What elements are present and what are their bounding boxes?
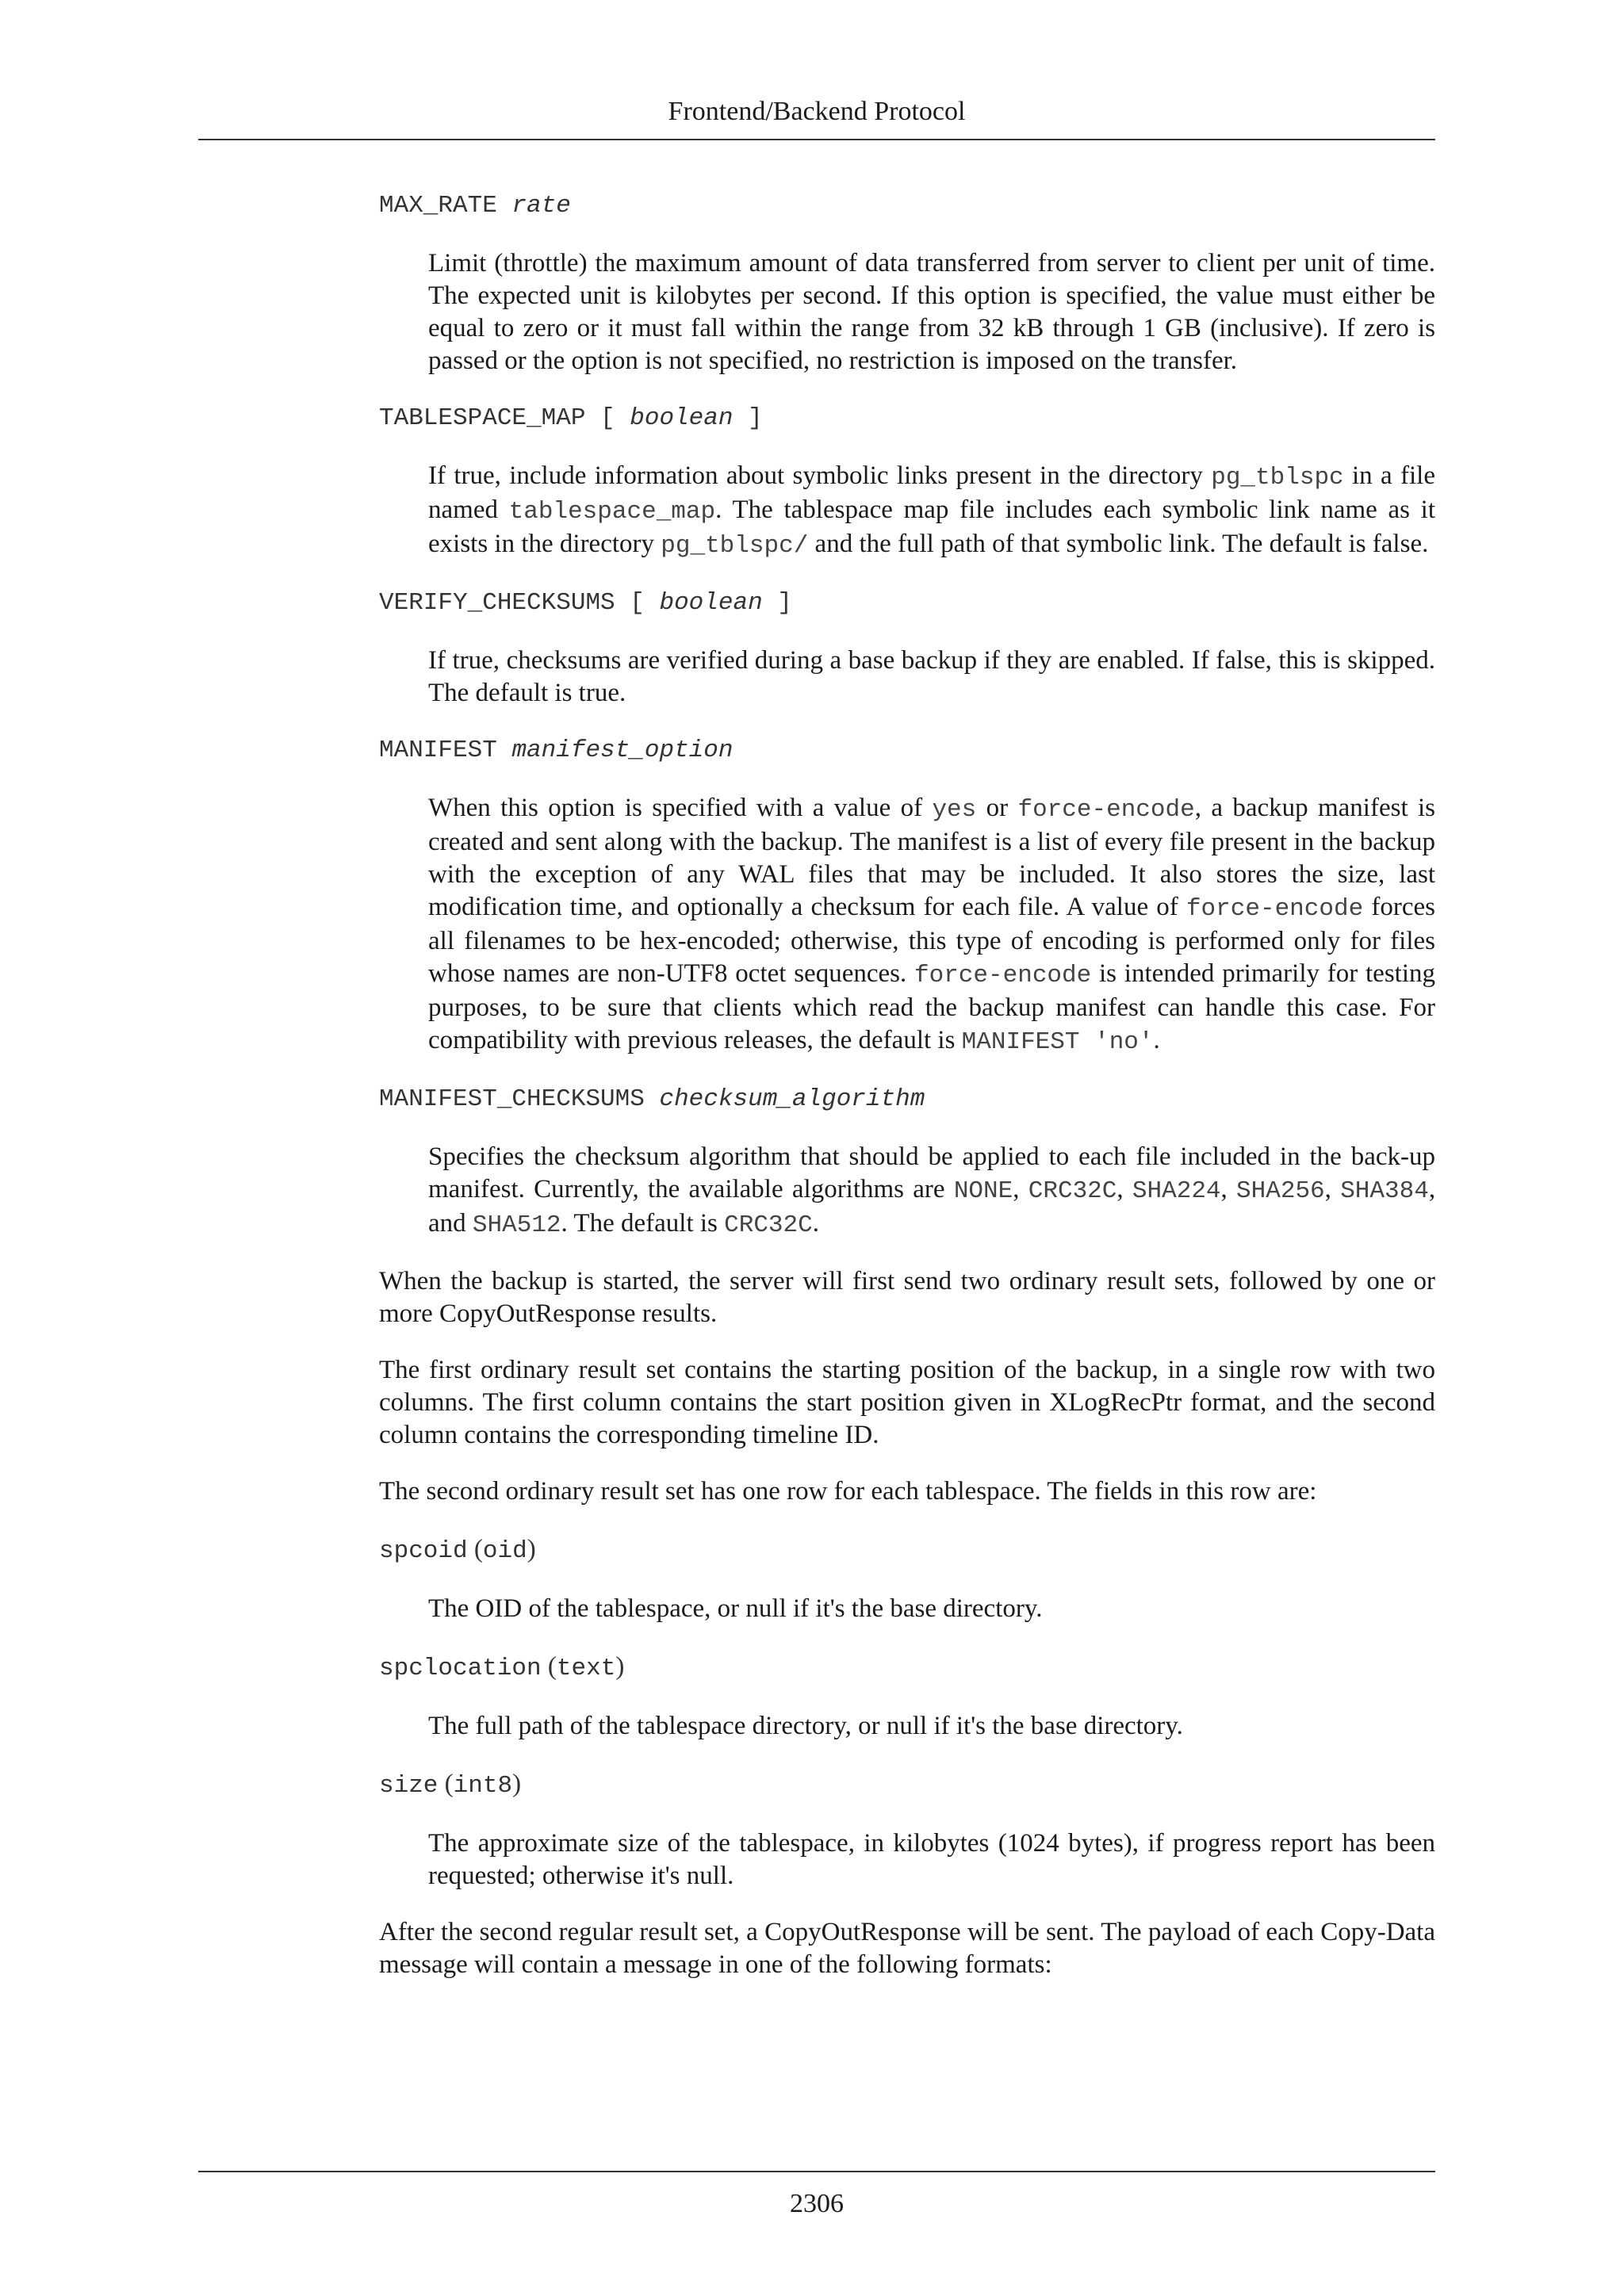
text-run: . The default is <box>561 1209 725 1238</box>
option-arg: boolean <box>630 404 733 432</box>
text-run: , <box>1220 1175 1237 1203</box>
text-run: in a file named <box>428 461 1435 524</box>
option-verify-checksums-term <box>379 586 1435 621</box>
inline-code: force-encode <box>1017 796 1195 824</box>
text-run: . <box>1153 1026 1160 1054</box>
field-spclocation-term <box>379 1649 1435 1686</box>
page-number: 2306 <box>790 2189 844 2218</box>
text-run: forces all filenames to be hex-encoded; otherwise, this type of encoding is performed only for files whose names are non-UTF8 octet sequences. <box>428 893 1435 988</box>
field-name: spcoid <box>379 1537 468 1565</box>
option-manifest-checksums-desc <box>428 1141 1435 1242</box>
option-tablespace-map-term <box>379 401 1435 436</box>
document-body <box>379 189 1435 2005</box>
field-type: oid <box>482 1537 527 1565</box>
inline-code: force-encode <box>914 962 1092 989</box>
text-run: , <box>1013 1175 1028 1203</box>
option-max-rate-term <box>379 189 1435 224</box>
page-header: Frontend/Backend Protocol <box>668 97 966 126</box>
field-name: spclocation <box>379 1655 542 1682</box>
option-manifest-term <box>379 733 1435 768</box>
option-max-rate-desc: Limit (throttle) the maximum amount of data transferred from server to client per unit of time. The expected unit is kilobytes per second. If this option is specified, the value must either be equal to zero or it must fall within the range from 32 kB through 1 GB (inclusive). If zero is passed or the option is not specified, no restriction is imposed on the transfer. <box>428 249 1435 375</box>
option-name: MANIFEST <box>379 737 497 764</box>
text-run: . The tablespace map file includes each symbolic link name as it exists in the directory <box>428 496 1435 558</box>
paren: ) <box>615 1652 625 1681</box>
paragraph: The first ordinary result set contains the starting position of the backup, in a single row with two columns. The first column contains the start position given in XLogRecPtr format, and the second column contains the corresponding timeline ID. <box>379 1356 1435 1449</box>
option-manifest-checksums-term <box>379 1082 1435 1117</box>
inline-code: force-encode <box>1185 895 1364 923</box>
option-bracket: ] <box>762 589 792 617</box>
paren: ( <box>467 1535 483 1563</box>
inline-code: NONE <box>953 1177 1013 1205</box>
option-manifest-desc <box>428 792 1435 1058</box>
paren: ( <box>541 1652 557 1681</box>
option-name: MAX_RATE <box>379 192 497 220</box>
inline-code: SHA512 <box>472 1211 561 1239</box>
text-run: or <box>976 794 1018 822</box>
field-size-desc: The approximate size of the tablespace, in kilobytes (1024 bytes), if progress report has been requested; otherwise it's null. <box>428 1829 1435 1890</box>
field-type: text <box>556 1655 616 1682</box>
option-name: VERIFY_CHECKSUMS [ <box>379 589 660 617</box>
option-arg: manifest_option <box>511 737 733 764</box>
inline-code: pg_tblspc/ <box>661 532 809 560</box>
option-bracket: ] <box>733 404 763 432</box>
text-run: , <box>1324 1175 1341 1203</box>
text-run: , <box>1116 1175 1132 1203</box>
text-run: . <box>812 1209 819 1238</box>
inline-code: SHA256 <box>1236 1177 1325 1205</box>
inline-code: CRC32C <box>1028 1177 1117 1205</box>
text-run: , a backup manifest is created and sent along with the backup. The manifest is a list of every file present in the backup with the exception of any WAL files that may be included. It also stores the size, last modification time, and optionally a checksum for each file. A value of <box>428 794 1435 921</box>
inline-code: MANIFEST 'no' <box>961 1028 1154 1056</box>
footer-rule <box>198 2171 1435 2172</box>
paren: ) <box>512 1770 522 1798</box>
text-run: If true, include information about symbolic links present in the directory <box>428 461 1212 490</box>
inline-code: tablespace_map <box>508 498 716 526</box>
inline-code: CRC32C <box>724 1211 813 1239</box>
field-spclocation-desc: The full path of the tablespace directory, or null if it's the base directory. <box>428 1712 1183 1740</box>
option-name: TABLESPACE_MAP [ <box>379 404 630 432</box>
inline-code: yes <box>932 796 977 824</box>
text-run: Specifies the checksum algorithm that should be applied to each file included in the back-up manifest. Currently, the available algorithms are <box>428 1142 1435 1203</box>
text-run: , and <box>428 1175 1436 1238</box>
inline-code: SHA384 <box>1340 1177 1429 1205</box>
field-size-term <box>379 1766 1435 1804</box>
text-run: When this option is specified with a value of <box>428 794 933 822</box>
field-type: int8 <box>453 1772 513 1800</box>
header-rule <box>198 139 1435 140</box>
field-spcoid-desc: The OID of the tablespace, or null if it's the base directory. <box>428 1594 1043 1623</box>
option-arg: rate <box>511 192 571 220</box>
inline-code: pg_tblspc <box>1211 464 1344 492</box>
option-arg: checksum_algorithm <box>659 1085 925 1113</box>
text-run: is intended primarily for testing purposes, to be sure that clients which read the backup manifest can handle this case. For compatibility with previous releases, the default is <box>428 959 1435 1054</box>
paren: ( <box>438 1770 454 1798</box>
field-spcoid-term <box>379 1532 1435 1569</box>
paragraph: When the backup is started, the server will first send two ordinary result sets, followed by one or more CopyOutResponse results. <box>379 1267 1435 1328</box>
paren: ) <box>527 1535 536 1563</box>
option-tablespace-map-desc <box>428 460 1435 562</box>
text-run: and the full path of that symbolic link. The default is false. <box>808 530 1429 558</box>
field-name: size <box>379 1772 439 1800</box>
inline-code: SHA224 <box>1132 1177 1221 1205</box>
option-verify-checksums-desc: If true, checksums are verified during a base backup if they are enabled. If false, this is skipped. The default is true. <box>428 646 1435 707</box>
paragraph: The second ordinary result set has one row for each tablespace. The fields in this row are: <box>379 1477 1317 1506</box>
paragraph: After the second regular result set, a CopyOutResponse will be sent. The payload of each Copy-Data message will contain a message in one of the following formats: <box>379 1918 1435 1979</box>
option-arg: boolean <box>659 589 763 617</box>
option-name: MANIFEST_CHECKSUMS <box>379 1085 645 1113</box>
